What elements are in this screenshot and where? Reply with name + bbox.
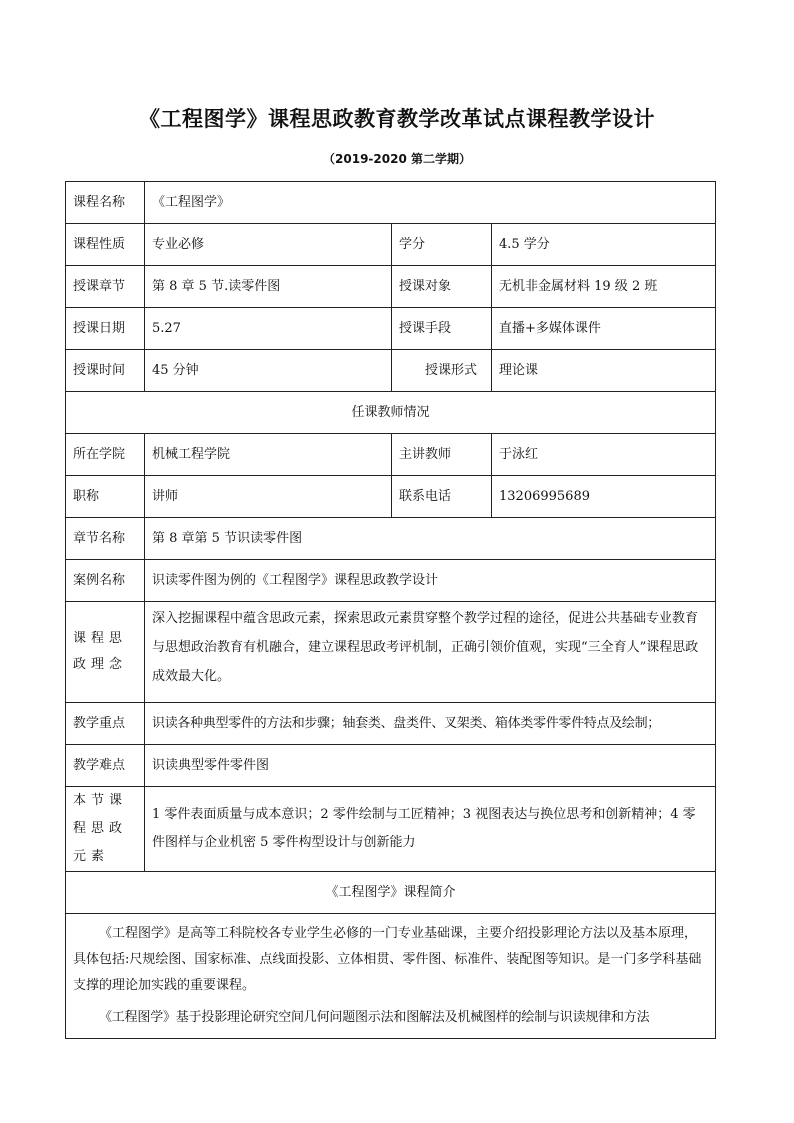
difficulty-label: 教学难点 — [66, 745, 145, 787]
table-row — [66, 266, 716, 308]
section-name-label: 章节名称 — [66, 518, 145, 560]
title-label: 职称 — [66, 476, 145, 518]
difficulty-value: 识读典型零件零件图 — [145, 745, 716, 787]
page-subtitle: （2019-2020 第二学期） — [323, 152, 471, 166]
table-row — [66, 602, 716, 703]
credit-label: 学分 — [392, 224, 492, 266]
form-value: 理论课 — [492, 350, 716, 392]
form-label: 授课形式 — [392, 350, 492, 392]
table-row — [66, 914, 716, 1039]
table-row — [66, 872, 716, 914]
table-row — [66, 434, 716, 476]
intro-paragraph: 《工程图学》基于投影理论研究空间几何问题图示法和图解法及机械图样的绘制与识读规律和方法 — [99, 1010, 650, 1025]
phone-label: 联系电话 — [392, 476, 492, 518]
table-row — [66, 392, 716, 434]
intro-paragraph: 《工程图学》是高等工科院校各专业学生必修的一门专业基础课，主要介绍投影理论方法以及基本原理，具体包括:尺规绘图、国家标准、点线面投影、立体相贯、零件图、标准件、装配图等知识。是一门多学科基础支撑的理论加实践的重要课程。 — [73, 926, 702, 993]
table-row — [66, 518, 716, 560]
elements-label: 本节课程思政元素 — [66, 787, 145, 872]
table-row — [66, 350, 716, 392]
chapter-value: 第 8 章 5 节.读零件图 — [145, 266, 392, 308]
course-nature-value: 专业必修 — [145, 224, 392, 266]
credit-value: 4.5 学分 — [492, 224, 716, 266]
table-row — [66, 182, 716, 224]
college-label: 所在学院 — [66, 434, 145, 476]
audience-label: 授课对象 — [392, 266, 492, 308]
case-value: 识读零件图为例的《工程图学》课程思政教学设计 — [145, 560, 716, 602]
concept-label: 课程思政理念 — [66, 602, 145, 703]
chapter-label: 授课章节 — [66, 266, 145, 308]
date-label: 授课日期 — [66, 308, 145, 350]
time-label: 授课时间 — [66, 350, 145, 392]
college-value: 机械工程学院 — [145, 434, 392, 476]
time-value: 45 分钟 — [145, 350, 392, 392]
lecturer-label: 主讲教师 — [392, 434, 492, 476]
table-row — [66, 308, 716, 350]
page-title: 《工程图学》课程思政教育教学改革试点课程教学设计 — [139, 107, 655, 131]
table-row — [66, 703, 716, 745]
date-value: 5.27 — [145, 308, 392, 350]
elements-value: 1 零件表面质量与成本意识；2 零件绘制与工匠精神；3 视图表达与换位思考和创新精神；4 零件图样与企业机密 5 零件构型设计与创新能力 — [145, 787, 716, 872]
audience-value: 无机非金属材料 19 级 2 班 — [492, 266, 716, 308]
course-design-table — [65, 181, 716, 1039]
case-label: 案例名称 — [66, 560, 145, 602]
table-row — [66, 560, 716, 602]
method-value: 直播+多媒体课件 — [492, 308, 716, 350]
intro-section-heading: 《工程图学》课程简介 — [66, 872, 716, 914]
key-points-label: 教学重点 — [66, 703, 145, 745]
table-row — [66, 745, 716, 787]
teacher-section-heading: 任课教师情况 — [66, 392, 716, 434]
concept-value: 深入挖掘课程中蕴含思政元素，探索思政元素贯穿整个教学过程的途径，促进公共基础专业教育与思想政治教育有机融合，建立课程思政考评机制，正确引领价值观，实现“三全育人”课程思政成效最大化。 — [145, 602, 716, 703]
lecturer-value: 于泳红 — [492, 434, 716, 476]
section-name-value: 第 8 章第 5 节识读零件图 — [145, 518, 716, 560]
title-value: 讲师 — [145, 476, 392, 518]
phone-value: 13206995689 — [492, 476, 716, 518]
course-name-value: 《工程图学》 — [145, 182, 716, 224]
table-row — [66, 476, 716, 518]
table-row — [66, 787, 716, 872]
method-label: 授课手段 — [392, 308, 492, 350]
course-nature-label: 课程性质 — [66, 224, 145, 266]
key-points-value: 识读各种典型零件的方法和步骤；轴套类、盘类件、叉架类、箱体类零件零件特点及绘制； — [145, 703, 716, 745]
course-name-label: 课程名称 — [66, 182, 145, 224]
table-row — [66, 224, 716, 266]
intro-cell — [66, 914, 716, 1039]
